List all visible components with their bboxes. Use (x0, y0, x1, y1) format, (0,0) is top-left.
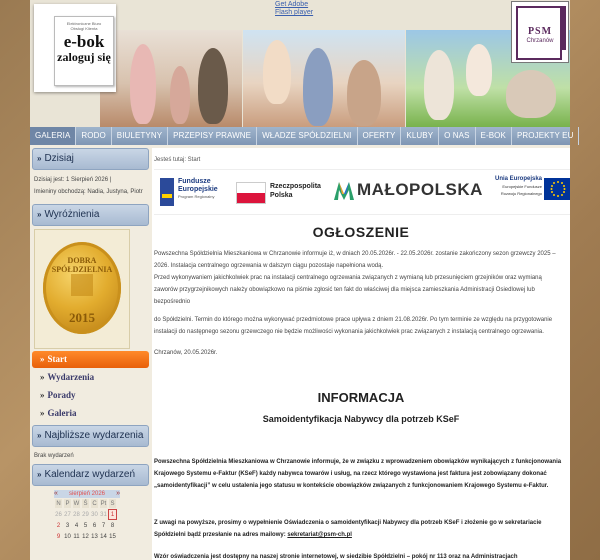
announcement-paragraph-2: Przed wykonywaniem jakichkolwiek prac na instalacji centralnego ogrzewania związanych z wymianą lub przesunięciem grzejników oraz wymianą zaworów przygrzejnikowych należy obowiązkowo na piśmie zgłosić ten fakt do właściwej dla miejsca zamieszkania Administracji Osiedlowej lub bezpośrednio (154, 275, 542, 305)
module-title-awards: Wyróżnienia (44, 209, 100, 220)
medal-label: DOBRA SPÓŁDZIELNIA (51, 256, 113, 274)
side-menu-label: Porady (47, 390, 76, 400)
events-calendar (54, 490, 120, 542)
nav-item-e-bok[interactable]: E-BOK (476, 127, 512, 145)
rp-line-1: Rzeczpospolita (270, 183, 321, 190)
fe-line-3: Program Regionalny (178, 194, 215, 199)
calendar-next-button[interactable]: » (116, 490, 120, 497)
nav-item-biuletyny[interactable]: BIULETYNY (112, 127, 168, 145)
email-link[interactable]: sekretariat@psm-ch.pl (287, 532, 352, 538)
announcement-paragraph-1: Powszechna Spółdzielnia Mieszkaniowa w Chrzanowie informuje iż, w dniach 20.05.2026r. - 22.05.2026r. zostanie zakończony sezon grzewczy 2025 – 2026. Instalacja centralnego ogrzewania w dalszym ciągu pozostaje napełniona wodą. (154, 251, 556, 269)
chevron-right-icon: » (37, 470, 42, 479)
breadcrumb: Jesteś tutaj: Start (154, 157, 201, 163)
side-menu-label: Wydarzenia (47, 372, 95, 382)
header-photo-family-1 (100, 30, 242, 127)
module-header-events (32, 425, 149, 447)
nav-item-przepisy-prawne[interactable]: PRZEPISY PRAWNE (168, 127, 257, 145)
eu-funding-logos (154, 169, 570, 215)
ebok-login-banner[interactable] (34, 4, 116, 92)
calendar-header (54, 490, 120, 498)
chevron-right-icon: » (37, 154, 42, 163)
calendar-day[interactable]: 28 (72, 509, 81, 520)
eu-flag-icon (544, 178, 570, 200)
ebok-small-text: Elektroniczne Biuro Obsługi Klienta (66, 21, 102, 31)
chevron-right-icon: » (40, 408, 45, 418)
calendar-week (54, 531, 120, 542)
main-content (152, 148, 570, 560)
calendar-day[interactable]: 12 (81, 531, 90, 542)
module-header-awards (32, 204, 149, 226)
fe-line-2: Europejskie (178, 186, 218, 193)
calendar-day[interactable]: 14 (99, 531, 108, 542)
chevron-right-icon: » (37, 210, 42, 219)
calendar-day[interactable]: 10 (63, 531, 72, 542)
ue-line-3: Rozwoju Regionalnego (500, 191, 542, 196)
calendar-day[interactable]: 3 (63, 520, 72, 531)
polish-flag-icon (236, 182, 266, 204)
site-container (30, 0, 574, 560)
side-menu-item-wydarzenia[interactable] (32, 369, 149, 386)
calendar-weekday: W (72, 498, 81, 509)
side-menu-item-galeria[interactable] (32, 405, 149, 422)
calendar-day[interactable]: 30 (90, 509, 99, 520)
chevron-right-icon: » (40, 354, 45, 364)
calendar-weekday: C (90, 498, 99, 509)
flash-player-link[interactable]: Get Adobe Flash player (275, 1, 314, 16)
ebok-login-text: zaloguj się (57, 50, 111, 64)
today-namedays: Imieniny obchodzą: Nadia, Justyna, Piotr (34, 189, 143, 195)
announcement-date: Chrzanów, 20.05.2026r. (154, 350, 218, 356)
nav-item-oferty[interactable]: OFERTY (358, 127, 402, 145)
left-sidebar (32, 148, 149, 542)
calendar-week (54, 520, 120, 531)
module-header-calendar (32, 464, 149, 486)
malopolska-mark-icon (334, 180, 354, 200)
fe-line-1: Fundusze (178, 178, 211, 185)
nav-item-wladze-spoldzielni[interactable]: WŁADZE SPÓŁDZIELNI (257, 127, 357, 145)
malopolska-text: MAŁOPOLSKA (357, 180, 483, 199)
calendar-day[interactable]: 6 (90, 520, 99, 531)
calendar-weekday: P (63, 498, 72, 509)
information-paragraph-1: Powszechna Spółdzielnia Mieszkaniowa w Chrzanowie informuje, że w związku z wprowadzeniem obowiązków wynikających z funkcjonowania Krajowego Systemu e-Faktur (KSeF) każdy nabywca towarów i usług, na rzecz którego wystawiona jest faktura jest zobowiązany dokonać „samoidentyfikacji” w celu ustalenia jego statusu w kontekście obowiązków związanych z funkcjonowaniem Krajowego Systemu e-Faktur. (154, 459, 562, 489)
calendar-day[interactable]: 5 (81, 520, 90, 531)
chevron-right-icon: » (37, 431, 42, 440)
side-menu-label: Galeria (47, 408, 77, 418)
side-menu (32, 351, 149, 422)
calendar-day[interactable]: 29 (81, 509, 90, 520)
calendar-day[interactable]: 13 (90, 531, 99, 542)
ue-line-2: Europejskie Fundusze (502, 184, 542, 189)
calendar-day[interactable]: 2 (54, 520, 63, 531)
calendar-weekdays (54, 498, 120, 509)
main-navigation (30, 127, 574, 145)
nav-item-o-nas[interactable]: O NAS (439, 127, 475, 145)
calendar-weekday: Pt (99, 498, 108, 509)
calendar-day-today[interactable]: 1 (108, 509, 117, 520)
side-menu-label: Start (47, 354, 67, 364)
nav-item-rodo[interactable]: RODO (76, 127, 111, 145)
today-info (32, 170, 149, 198)
psm-logo-city: Chrzanów (526, 38, 554, 44)
calendar-day[interactable]: 27 (63, 509, 72, 520)
information-subtitle: Samoidentyfikacja Nabywcy dla potrzeb KSeF (262, 414, 460, 424)
nav-item-kluby[interactable]: KLUBY (401, 127, 439, 145)
today-date: Dzisiaj jest: 1 Sierpień 2026 | (34, 177, 112, 183)
calendar-day[interactable]: 4 (72, 520, 81, 531)
calendar-day[interactable]: 9 (54, 531, 63, 542)
announcement-paragraph-3: do Spółdzielni. Termin do którego można wykonywać przedmiotowe prace upływa z dniem 21.08.2026r. Po tym terminie ze względu na przygotowanie instalacji do następnego sezonu grzewczego nie będzie możliwości wykonania jakichkolwiek prac związanych z instalacją centralnego ogrzewania. (154, 317, 553, 335)
ue-line-1: Unia Europejska (494, 176, 542, 182)
award-medal-image[interactable] (34, 229, 130, 349)
house-icon (71, 274, 93, 296)
information-paragraph-3: Wzór oświadczenia jest dostępny na naszej stronie internetowej, w siedzibie Spółdzielni – pokój nr 113 oraz na Administracjach (154, 554, 518, 560)
rp-line-2: Polska (270, 192, 293, 199)
information-paragraph-2-text: Z uwagi na powyższe, prosimy o wypełnienie Oświadczenia o samoidentyfikacji Nabywcy dla potrzeb KSeF i złożenie go w sekretariacie Spółdzielni bądź przesłanie na adres mailowy: (154, 520, 542, 538)
calendar-day[interactable]: 26 (54, 509, 63, 520)
calendar-day[interactable]: 31 (99, 509, 108, 520)
calendar-week (54, 509, 120, 520)
announcement-title: OGŁOSZENIE (312, 224, 410, 240)
module-header-today (32, 148, 149, 170)
psm-logo[interactable] (511, 1, 569, 63)
ebok-card[interactable] (54, 16, 114, 86)
calendar-day[interactable]: 7 (99, 520, 108, 531)
side-menu-item-start[interactable] (32, 351, 149, 368)
medal-year: 2015 (69, 310, 95, 325)
calendar-day[interactable]: 15 (108, 531, 117, 542)
header-banner (30, 0, 570, 127)
module-title-events: Najbliższe wydarzenia (44, 430, 144, 441)
fe-star-icon (160, 178, 174, 206)
calendar-day[interactable]: 11 (72, 531, 81, 542)
calendar-weekday: N (54, 498, 63, 509)
calendar-day[interactable]: 8 (108, 520, 117, 531)
calendar-weekday: Ś (81, 498, 90, 509)
module-title-today: Dzisiaj (44, 153, 74, 164)
information-paragraph-2 (154, 517, 566, 541)
calendar-month: sierpień 2026 (68, 491, 106, 497)
calendar-prev-button[interactable]: « (54, 490, 58, 497)
nav-item-galeria[interactable]: GALERIA (30, 127, 76, 145)
ebok-title: e-bok (63, 32, 105, 51)
module-title-calendar: Kalendarz wydarzeń (44, 469, 136, 480)
chevron-right-icon: » (40, 372, 45, 382)
information-title: INFORMACJA (317, 390, 405, 405)
side-menu-item-porady[interactable] (32, 387, 149, 404)
nav-item-projekty-eu[interactable]: PROJEKTY EU (512, 127, 580, 145)
no-events-text: Brak wydarzeń (34, 453, 74, 459)
calendar-weekday: S (108, 498, 117, 509)
chevron-right-icon: » (40, 390, 45, 400)
psm-logo-text: PSM (527, 26, 553, 37)
header-photo-family-2 (243, 30, 405, 127)
gold-medal-icon (43, 242, 121, 334)
